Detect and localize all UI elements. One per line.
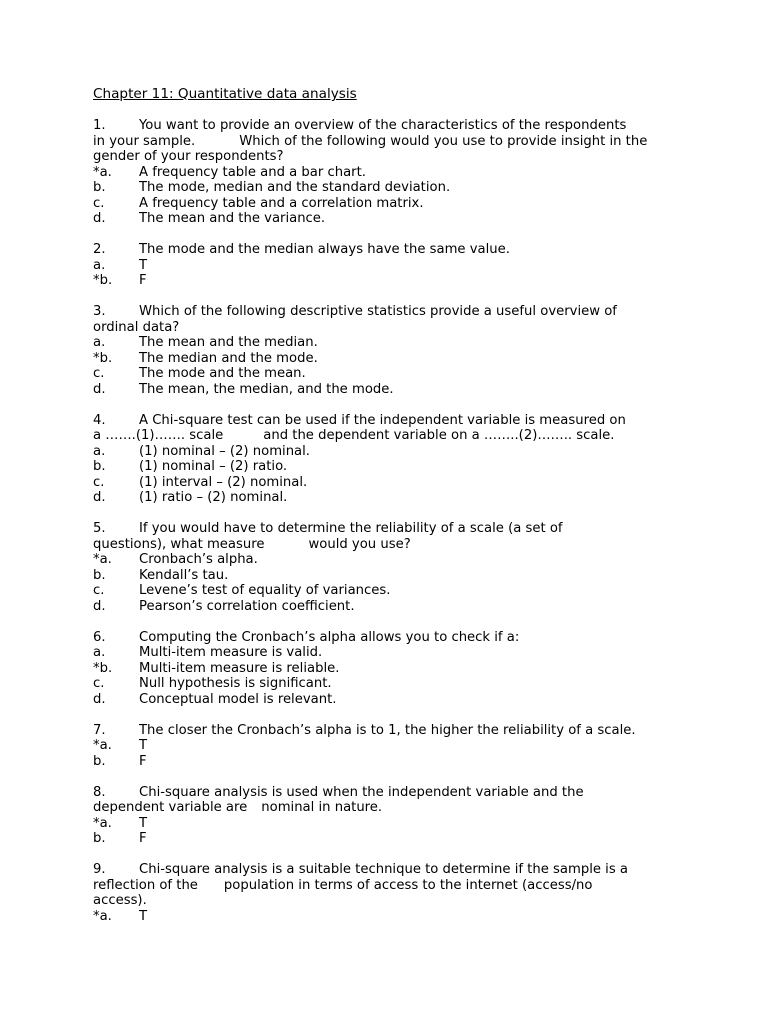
option-letter: c. <box>93 583 105 598</box>
option-letter: a. <box>93 443 106 459</box>
option-text: Pearson’s correlation coefficient. <box>139 598 355 614</box>
answer-option <box>93 351 693 367</box>
question-text: dependent variable are <box>93 800 248 815</box>
option-letter: c. <box>93 474 105 490</box>
question-text-line <box>93 862 693 878</box>
option-text: The mean and the median. <box>139 335 318 350</box>
answer-option <box>93 909 693 925</box>
answer-option <box>93 599 693 615</box>
question-text-line <box>93 723 693 739</box>
answer-option <box>93 258 693 274</box>
answer-option <box>93 552 693 568</box>
option-letter: b. <box>93 459 106 474</box>
option-text: The mean and the variance. <box>139 211 326 226</box>
question-text-line <box>93 630 693 646</box>
option-text: The mean, the median, and the mode. <box>139 381 394 397</box>
option-letter: b. <box>93 753 106 769</box>
answer-option <box>93 196 693 212</box>
option-text: Null hypothesis is significant. <box>139 676 332 691</box>
question-text: a …….(1)……. scale <box>93 428 224 443</box>
option-letter: *b. <box>93 660 113 676</box>
question-text: ordinal data? <box>93 319 180 335</box>
chapter-title: Chapter 11: Quantitative data analysis <box>93 86 357 102</box>
answer-option <box>93 754 693 770</box>
question-text: questions), what measure <box>93 536 265 552</box>
option-text: T <box>139 738 148 753</box>
option-letter: b. <box>93 567 106 583</box>
option-letter: c. <box>93 366 105 381</box>
answer-option <box>93 831 693 847</box>
question-number: 1. <box>93 118 106 133</box>
question-7 <box>93 723 693 770</box>
question-text: If you would have to determine the reliability of a scale (a set of <box>139 521 563 536</box>
question-number: 3. <box>93 304 106 319</box>
question-number: 8. <box>93 784 106 800</box>
question-text: reflection of the <box>93 877 198 893</box>
question-text: would you use? <box>308 536 411 552</box>
option-letter: *a. <box>93 738 112 753</box>
question-8 <box>93 785 693 847</box>
question-text: access). <box>93 893 147 908</box>
answer-option <box>93 273 693 289</box>
option-text: Multi-item measure is reliable. <box>139 660 340 676</box>
question-text-line <box>93 537 693 553</box>
question-text-line <box>93 413 693 429</box>
question-text: The closer the Cronbach’s alpha is to 1, the higher the reliability of a scale. <box>139 722 636 738</box>
answer-option <box>93 335 693 351</box>
answer-option <box>93 676 693 692</box>
question-text: Which of the following would you use to provide insight in the <box>239 133 648 149</box>
question-1 <box>93 118 693 227</box>
question-9 <box>93 862 693 924</box>
question-number: 5. <box>93 521 106 536</box>
question-text-line <box>93 800 693 816</box>
answer-option <box>93 459 693 475</box>
answer-option <box>93 738 693 754</box>
question-text: You want to provide an overview of the characteristics of the respondents <box>139 118 627 133</box>
question-text: The mode and the median always have the same value. <box>139 242 510 257</box>
question-text-line <box>93 242 693 258</box>
answer-option <box>93 444 693 460</box>
option-text: F <box>139 273 147 288</box>
question-text: Chi-square analysis is a suitable technique to determine if the sample is a <box>139 862 628 877</box>
question-text: and the dependent variable on a ……..(2)…….. scale. <box>263 428 615 443</box>
option-letter: *b. <box>93 273 113 288</box>
answer-option <box>93 692 693 708</box>
answer-option <box>93 165 693 181</box>
question-text: in your sample. <box>93 133 196 149</box>
question-text: population in terms of access to the internet (access/no <box>223 877 593 893</box>
question-text: Which of the following descriptive statistics provide a useful overview of <box>139 304 617 319</box>
option-text: (1) nominal – (2) nominal. <box>139 443 310 459</box>
option-letter: d. <box>93 598 106 614</box>
question-text-line <box>93 785 693 801</box>
option-letter: a. <box>93 257 106 273</box>
question-number: 6. <box>93 629 106 645</box>
question-text-line <box>93 521 693 537</box>
question-text-line <box>93 304 693 320</box>
option-text: (1) nominal – (2) ratio. <box>139 459 288 474</box>
option-letter: a. <box>93 645 106 660</box>
option-letter: d. <box>93 381 106 397</box>
question-text-line <box>93 134 693 150</box>
option-letter: *a. <box>93 908 112 924</box>
question-text-line <box>93 118 693 134</box>
option-text: Multi-item measure is valid. <box>139 645 323 660</box>
option-text: The median and the mode. <box>139 350 318 366</box>
option-letter: b. <box>93 180 106 195</box>
question-text-line <box>93 149 693 165</box>
option-letter: c. <box>93 195 105 211</box>
option-text: Cronbach’s alpha. <box>139 552 258 567</box>
option-text: Conceptual model is relevant. <box>139 691 337 707</box>
answer-option <box>93 382 693 398</box>
option-letter: a. <box>93 335 106 350</box>
option-letter: c. <box>93 676 105 691</box>
answer-option <box>93 180 693 196</box>
question-text: gender of your respondents? <box>93 149 284 164</box>
answer-option <box>93 475 693 491</box>
question-2 <box>93 242 693 289</box>
question-number: 4. <box>93 412 106 428</box>
question-text-line <box>93 320 693 336</box>
option-letter: *a. <box>93 552 112 567</box>
question-6 <box>93 630 693 708</box>
question-text-line <box>93 428 693 444</box>
question-text: Chi-square analysis is used when the independent variable and the <box>139 784 584 800</box>
answer-option <box>93 490 693 506</box>
option-letter: d. <box>93 211 106 226</box>
question-number: 2. <box>93 242 106 257</box>
question-number: 7. <box>93 722 106 738</box>
option-text: The mode, median and the standard deviation. <box>139 180 451 195</box>
option-text: F <box>139 753 147 769</box>
option-text: T <box>139 257 148 273</box>
option-letter: b. <box>93 831 106 846</box>
option-text: F <box>139 831 147 846</box>
option-text: Kendall’s tau. <box>139 567 229 583</box>
option-text: A frequency table and a bar chart. <box>139 164 366 180</box>
option-text: A frequency table and a correlation matrix. <box>139 195 424 211</box>
option-letter: *b. <box>93 350 113 366</box>
option-text: T <box>139 815 148 831</box>
option-letter: *a. <box>93 815 112 831</box>
answer-option <box>93 816 693 832</box>
question-text: nominal in nature. <box>261 800 383 815</box>
answer-option <box>93 645 693 661</box>
question-number: 9. <box>93 862 106 877</box>
question-text-line <box>93 878 693 894</box>
option-text: The mode and the mean. <box>139 366 306 381</box>
question-3 <box>93 304 693 397</box>
question-4 <box>93 413 693 506</box>
answer-option <box>93 366 693 382</box>
question-text: Computing the Cronbach’s alpha allows you to check if a: <box>139 629 520 645</box>
answer-option <box>93 568 693 584</box>
option-letter: d. <box>93 490 106 505</box>
option-text: (1) ratio – (2) nominal. <box>139 490 288 505</box>
answer-option <box>93 583 693 599</box>
question-list <box>93 118 693 924</box>
question-text-line <box>93 893 693 909</box>
option-text: T <box>139 908 148 924</box>
question-text: A Chi-square test can be used if the independent variable is measured on <box>139 412 626 428</box>
option-text: (1) interval – (2) nominal. <box>139 474 308 490</box>
answer-option <box>93 661 693 677</box>
document-page <box>93 87 693 940</box>
option-text: Levene’s test of equality of variances. <box>139 583 391 598</box>
option-letter: *a. <box>93 164 112 180</box>
option-letter: d. <box>93 691 106 707</box>
answer-option <box>93 211 693 227</box>
question-5 <box>93 521 693 614</box>
